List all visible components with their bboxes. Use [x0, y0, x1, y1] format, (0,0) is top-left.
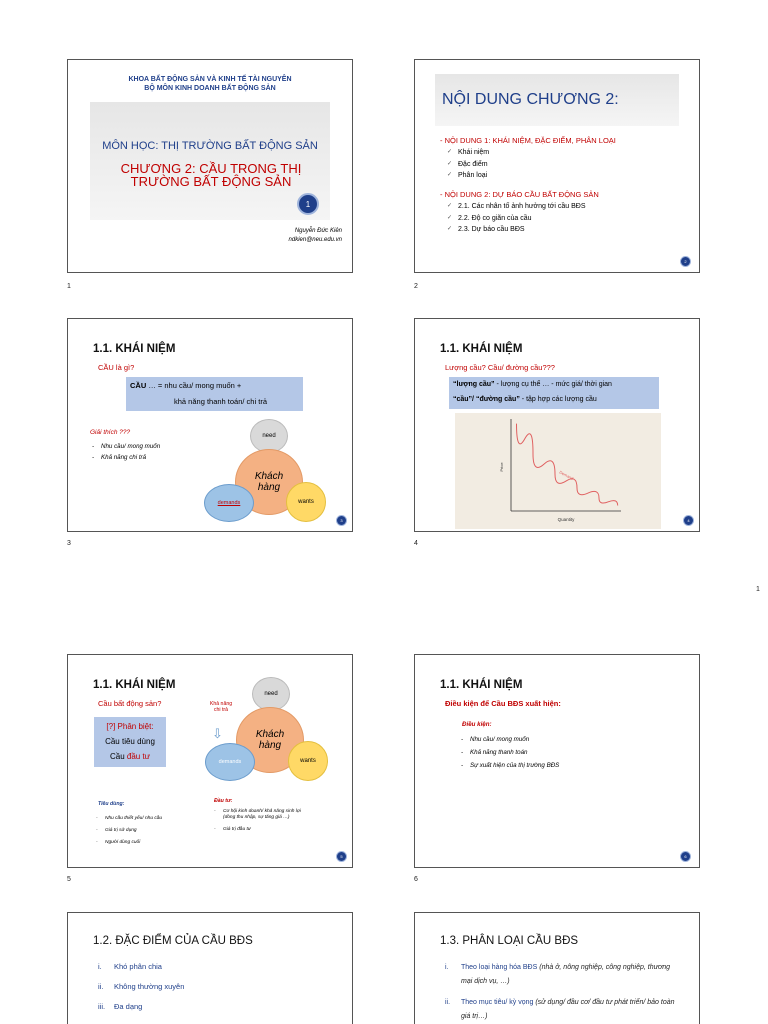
item-detail: (nhà ở, nông nghiệp, công nghiệp, thương mại dịch vụ, …): [461, 964, 671, 985]
need-label: need: [262, 433, 276, 439]
slide-2[interactable]: [414, 59, 700, 273]
demands-circle: [204, 484, 254, 522]
page-number: 1: [756, 586, 760, 593]
investment-demand-prefix: Cầu: [109, 752, 127, 761]
slide-badge: 6: [680, 851, 691, 862]
item-text: Theo mục tiêu/ kỳ vọng: [461, 999, 536, 1006]
slide-title: 1.1. KHÁI NIỆM: [440, 343, 523, 355]
question-text: CẦU là gì?: [98, 363, 135, 372]
definition-line-2: [453, 396, 597, 403]
consumer-heading: Tiêu dùng:: [98, 801, 125, 807]
explain-list: [90, 441, 160, 463]
wants-label: wants: [298, 499, 314, 505]
slide-4[interactable]: [414, 318, 700, 532]
question-text: Lượng cầu? Cầu/ đường cầu???: [445, 363, 555, 372]
slide-badge: 2: [680, 256, 691, 267]
arrow-down-icon: ⇩: [212, 726, 223, 741]
chapter-badge-number: 1: [305, 199, 311, 209]
need-circle: [250, 419, 288, 453]
section-2-list: [447, 201, 586, 236]
list-item: - Sự xuất hiện của thị trường BĐS: [459, 759, 559, 772]
list-item: - Giá trị sử dụng: [94, 825, 194, 837]
investment-demand-label: [94, 749, 166, 764]
investment-list: [212, 809, 312, 833]
slide-number-6: 6: [414, 876, 418, 883]
definition-term: CẦU: [130, 381, 147, 390]
item-numeral: ii.: [445, 999, 451, 1006]
slide-title: NỘI DUNG CHƯƠNG 2:: [442, 91, 619, 108]
demand-chart: [455, 413, 661, 529]
author-name: Nguyễn Đức Kiên: [294, 228, 342, 234]
item-numeral: ii.: [98, 982, 104, 991]
item-numeral: iii.: [98, 1002, 106, 1011]
investment-heading: Đầu tư:: [214, 798, 233, 804]
question-text: Điều kiện để Cầu BĐS xuất hiện:: [445, 699, 561, 708]
classification-item-2: [443, 996, 683, 1024]
customer-label: Khách hàng: [255, 729, 285, 751]
slide-title: 1.1. KHÁI NIỆM: [440, 679, 523, 691]
wants-circle: [286, 482, 326, 522]
list-item: - Nhu cầu thiết yếu/ nhu cầu: [94, 813, 194, 825]
customer-label: Khách hàng: [254, 471, 284, 493]
list-item: ✓ 2.2. Độ co giãn của cầu: [447, 213, 586, 225]
slide-3[interactable]: [67, 318, 353, 532]
term-demand-curve: “cầu”/ “đường cầu”: [453, 396, 520, 403]
classification-item-1: [443, 961, 683, 989]
x-axis-label: Quantity: [557, 517, 575, 522]
author-email: ndkien@neu.edu.vn: [288, 237, 342, 243]
explain-heading: Giải thích ???: [90, 429, 131, 436]
slide-number-4: 4: [414, 540, 418, 547]
wants-circle: [288, 741, 328, 781]
side-note: Khả năng chi trả: [209, 701, 233, 713]
list-item: [96, 957, 184, 977]
demands-label: demands: [217, 500, 241, 506]
list-item: [96, 977, 184, 997]
slide-badge: 4: [683, 515, 694, 526]
item-text: Đa dạng: [114, 1002, 143, 1011]
demand-curve: [517, 424, 618, 506]
slide-number-3: 3: [67, 540, 71, 547]
definition-line-1: [453, 381, 612, 388]
list-item: ✓ 2.1. Các nhân tố ảnh hưởng tới cầu BĐS: [447, 201, 586, 213]
definition-text: - tập hợp các lượng cầu: [519, 396, 597, 403]
question-text: Cầu bất động sản?: [98, 699, 162, 708]
course-title: MÔN HỌC: THỊ TRƯỜNG BẤT ĐỘNG SẢN: [102, 140, 318, 152]
definition-box: [449, 377, 659, 409]
y-axis-label: Price: [499, 462, 504, 472]
item-text: Khó phân chia: [114, 962, 162, 971]
definition-box: [126, 377, 303, 411]
compare-box: [94, 717, 166, 767]
demands-label: demands: [218, 759, 242, 765]
section-2-heading: - NỘI DUNG 2: DỰ BÁO CẦU BẤT ĐỘNG SẢN: [440, 190, 599, 199]
series-label: Demand: [558, 469, 575, 481]
definition-line-1: [130, 381, 241, 390]
definition-text: - lượng cụ thể … - mức giá/ thời gian: [494, 381, 612, 388]
item-detail: (sử dụng/ đầu cơ/ đầu tư phát triển/ bảo toàn giá trị…): [461, 999, 675, 1020]
list-item: - Khả năng thanh toán: [459, 746, 559, 759]
slide-7[interactable]: [67, 912, 353, 1024]
demands-circle: [205, 743, 255, 781]
list-item: - Người dùng cuối: [94, 837, 194, 849]
slide-badge: 3: [336, 515, 347, 526]
slide-6[interactable]: [414, 654, 700, 868]
chapter-title: CHƯƠNG 2: CẦU TRONG THỊ TRƯỜNG BẤT ĐỘNG SẢN: [120, 161, 302, 189]
list-item: - Nhu cầu/ mong muốn: [90, 441, 160, 452]
definition-text: … = nhu cầu/ mong muốn +: [146, 381, 242, 390]
investment-demand-term: đầu tư: [126, 752, 151, 761]
list-item: ✓ 2.3. Dự báo cầu BĐS: [447, 224, 586, 236]
need-label: need: [264, 691, 278, 697]
slide-title: 1.2. ĐẶC ĐIỂM CỦA CẦU BĐS: [93, 935, 253, 947]
slide-badge: 5: [336, 851, 347, 862]
list-item: - Khả năng chi trả: [90, 452, 160, 463]
slide-1[interactable]: [67, 59, 353, 273]
slide-title: 1.1. KHÁI NIỆM: [93, 679, 176, 691]
section-1-list: [447, 147, 489, 182]
slide-number-5: 5: [67, 876, 71, 883]
list-item: [96, 997, 184, 1017]
item-numeral: i.: [445, 964, 449, 971]
slide-title: 1.1. KHÁI NIỆM: [93, 343, 176, 355]
item-text: Không thường xuyên: [114, 982, 185, 991]
slide-8[interactable]: [414, 912, 700, 1024]
condition-list: [459, 733, 559, 772]
section-1-heading: - NỘI DUNG 1: KHÁI NIỆM, ĐẶC ĐIỂM, PHÂN LOẠI: [440, 136, 616, 145]
characteristics-list: [96, 957, 184, 1017]
condition-heading: Điều kiện:: [462, 721, 492, 728]
slide-number-1: 1: [67, 283, 71, 290]
item-text: Theo loại hàng hóa BĐS: [461, 964, 540, 971]
department-name: BỘ MÔN KINH DOANH BẤT ĐỘNG SẢN: [144, 85, 276, 92]
list-item: ✓ Đặc điểm: [447, 159, 489, 171]
term-quantity-demanded: “lượng cầu”: [453, 381, 495, 388]
list-item: - Giá trị đầu tư: [212, 827, 312, 833]
slide-title: 1.3. PHÂN LOẠI CẦU BĐS: [440, 935, 579, 947]
item-numeral: i.: [98, 962, 102, 971]
faculty-name: KHOA BẤT ĐỘNG SẢN VÀ KINH TẾ TÀI NGUYÊN: [128, 76, 292, 83]
chapter-badge: [297, 193, 319, 215]
need-circle: [252, 677, 290, 711]
definition-line-2: khả năng thanh toán/ chi trả: [174, 397, 267, 406]
wants-label: wants: [300, 758, 316, 764]
consumer-list: [94, 813, 194, 849]
demand-chart-svg: [455, 413, 661, 529]
consumer-demand-label: Cầu tiêu dùng: [105, 737, 155, 746]
list-item: ✓ Khái niệm: [447, 147, 489, 159]
list-item: - Nhu cầu/ mong muốn: [459, 733, 559, 746]
list-item: ✓ Phân loại: [447, 170, 489, 182]
slide-5[interactable]: [67, 654, 353, 868]
slide-number-2: 2: [414, 283, 418, 290]
list-item: - Cơ hội kinh doanh/ khả năng sinh lợi (dòng thu nhập, sự tăng giá …): [212, 809, 312, 821]
compare-heading: [?] Phân biệt:: [106, 722, 154, 731]
